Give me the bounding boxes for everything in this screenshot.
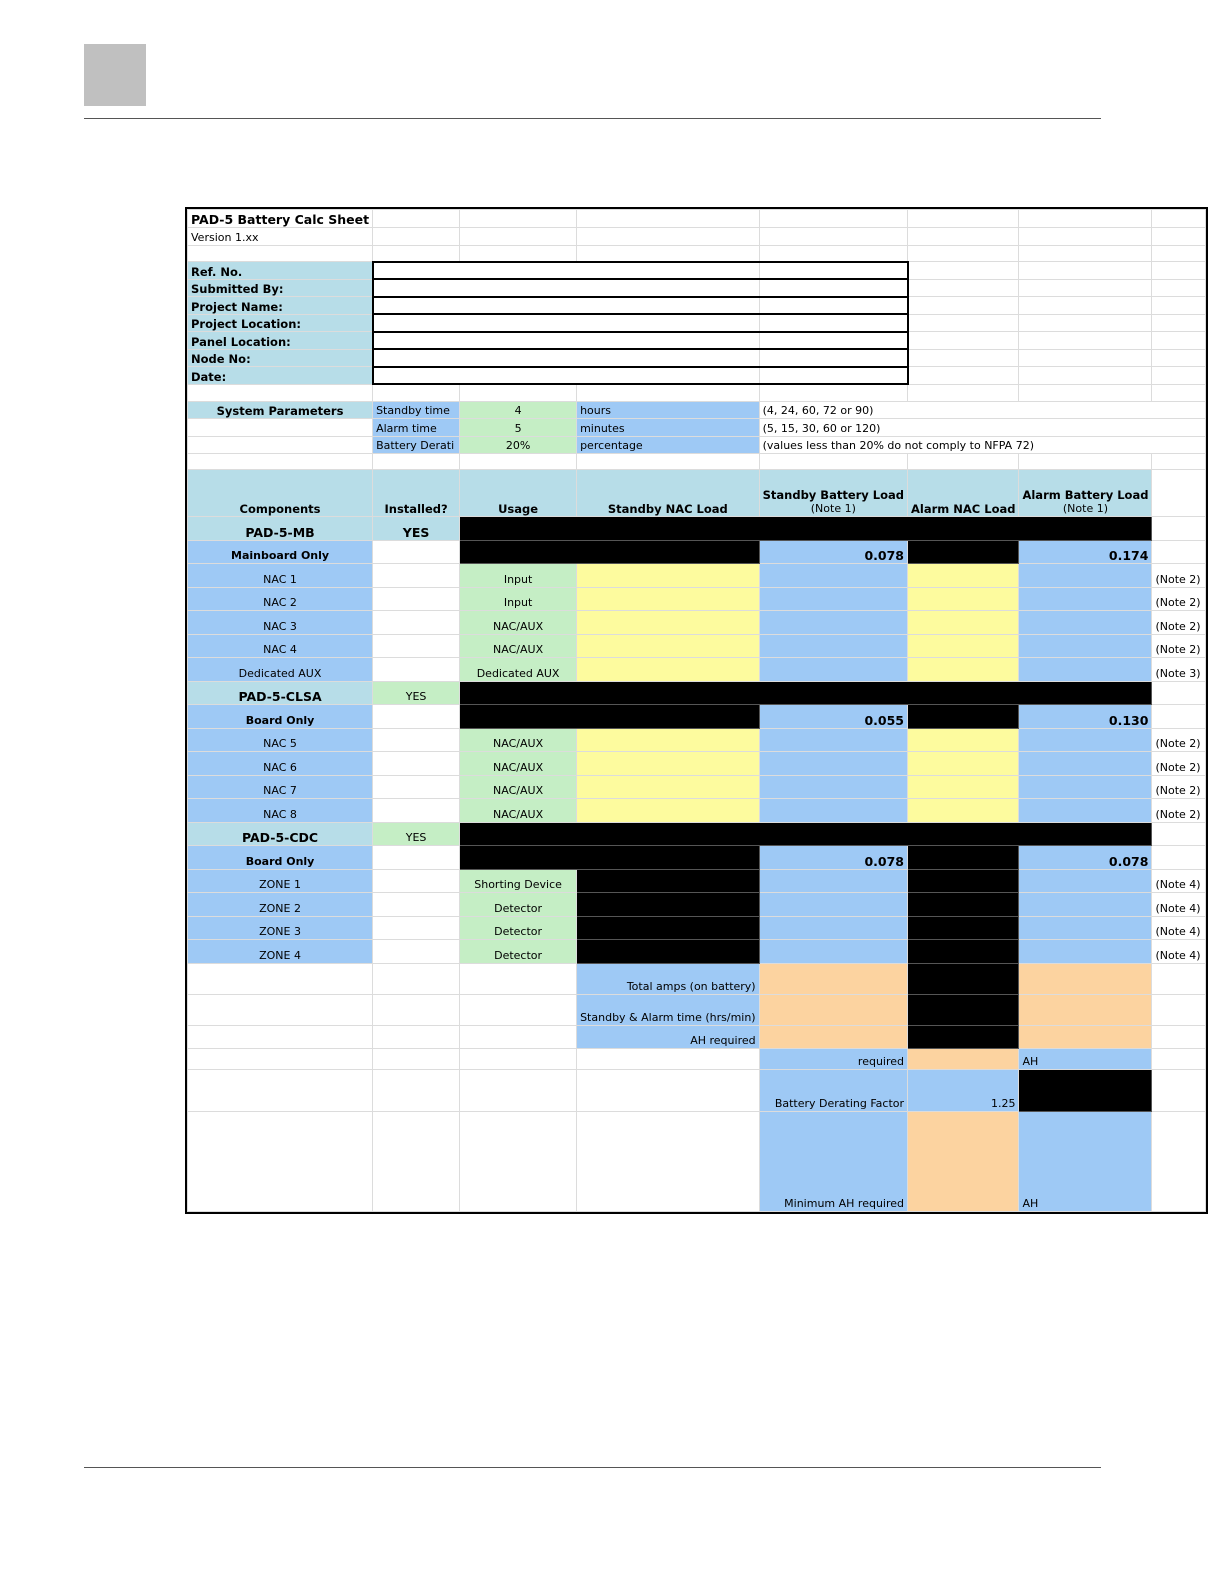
clsa-row-installed[interactable]	[373, 799, 460, 823]
cdc-alarm-value: 0.078	[1019, 846, 1152, 870]
clsa-row-note: (Note 2)	[1152, 728, 1206, 752]
project-location-field[interactable]	[373, 314, 760, 332]
node-no-label: Node No:	[188, 349, 373, 367]
standby-batt-cell	[759, 799, 907, 823]
mb-standby-value: 0.078	[759, 540, 907, 564]
alarm-batt-cell	[1019, 775, 1152, 799]
alarm-nac-cell[interactable]	[908, 564, 1019, 588]
standby-batt-cell	[759, 752, 907, 776]
clsa-row-usage[interactable]: NAC/AUX	[460, 752, 577, 776]
clsa-row-note: (Note 2)	[1152, 775, 1206, 799]
mb-row-note: (Note 2)	[1152, 564, 1206, 588]
derating-factor-label: Battery Derating Factor	[759, 1069, 907, 1111]
derating-factor-value: 1.25	[908, 1069, 1019, 1111]
project-name-field[interactable]	[373, 297, 760, 315]
mb-row-note: (Note 2)	[1152, 634, 1206, 658]
alarm-batt-cell	[1019, 893, 1152, 917]
mb-row-installed[interactable]	[373, 587, 460, 611]
cdc-name: PAD-5-CDC	[188, 822, 373, 846]
min-ah-unit: AH	[1019, 1111, 1152, 1211]
cdc-standby-value: 0.078	[759, 846, 907, 870]
clsa-row-name: NAC 6	[188, 752, 373, 776]
standby-batt-cell	[759, 869, 907, 893]
standby-batt-cell	[759, 658, 907, 682]
mb-row	[188, 587, 1206, 611]
standby-batt-cell	[759, 775, 907, 799]
submitted-by-label: Submitted By:	[188, 279, 373, 297]
standby-nac-cell[interactable]	[577, 634, 760, 658]
mb-row-name: NAC 3	[188, 611, 373, 635]
alarm-time-unit: minutes	[577, 419, 760, 437]
alarm-batt-cell	[1019, 634, 1152, 658]
alarm-batt-cell	[1019, 752, 1152, 776]
clsa-row-note: (Note 2)	[1152, 752, 1206, 776]
clsa-row-installed[interactable]	[373, 775, 460, 799]
cdc-row-usage[interactable]: Shorting Device	[460, 869, 577, 893]
mb-row-usage[interactable]: NAC/AUX	[460, 634, 577, 658]
cdc-row-installed[interactable]	[373, 893, 460, 917]
alarm-batt-cell	[1019, 611, 1152, 635]
standby-nac-cell[interactable]	[577, 728, 760, 752]
standby-battery-note: (Note 1)	[810, 502, 856, 515]
standby-time-label: Standby time	[373, 401, 460, 419]
standby-batt-cell	[759, 916, 907, 940]
cdc-row-installed[interactable]	[373, 940, 460, 964]
mb-row-installed[interactable]	[373, 634, 460, 658]
clsa-name: PAD-5-CLSA	[188, 681, 373, 705]
standby-nac-cell[interactable]	[577, 658, 760, 682]
alarm-time-hint: (5, 15, 30, 60 or 120)	[759, 419, 1206, 437]
mb-row-usage[interactable]: Input	[460, 587, 577, 611]
required-unit: AH	[1019, 1048, 1152, 1069]
min-ah-value	[908, 1111, 1019, 1211]
cdc-row-installed[interactable]	[373, 916, 460, 940]
standby-batt-cell	[759, 728, 907, 752]
components-header: Components	[188, 470, 373, 517]
alarm-nac-cell[interactable]	[908, 611, 1019, 635]
clsa-alarm-value: 0.130	[1019, 705, 1152, 729]
alarm-nac-cell[interactable]	[908, 634, 1019, 658]
alarm-batt-cell	[1019, 658, 1152, 682]
alarm-time-label: Alarm time	[373, 419, 460, 437]
mb-row-note: (Note 2)	[1152, 587, 1206, 611]
usage-header: Usage	[460, 470, 577, 517]
total-amps-alarm	[1019, 963, 1152, 994]
battery-calc-sheet	[185, 207, 1208, 1214]
cdc-row	[188, 869, 1206, 893]
alarm-time-input[interactable]: 5	[460, 419, 577, 437]
battery-derating-hint: (values less than 20% do not comply to NFPA 72)	[759, 436, 1206, 454]
header-gray-box	[84, 44, 146, 106]
total-amps-label: Total amps (on battery)	[577, 963, 760, 994]
standby-batt-cell	[759, 634, 907, 658]
standby-batt-cell	[759, 611, 907, 635]
standby-batt-cell	[759, 587, 907, 611]
alarm-batt-cell	[1019, 564, 1152, 588]
cdc-row-usage[interactable]: Detector	[460, 893, 577, 917]
alarm-batt-cell	[1019, 728, 1152, 752]
standby-nac-cell[interactable]	[577, 611, 760, 635]
standby-time-hint: (4, 24, 60, 72 or 90)	[759, 401, 1206, 419]
calc-grid	[187, 209, 1206, 1212]
battery-derating-input[interactable]: 20%	[460, 436, 577, 454]
alarm-battery-header-text: Alarm Battery Load	[1022, 488, 1149, 502]
alarm-nac-cell[interactable]	[908, 658, 1019, 682]
clsa-row-usage[interactable]: NAC/AUX	[460, 799, 577, 823]
clsa-row	[188, 775, 1206, 799]
clsa-row-name: NAC 8	[188, 799, 373, 823]
alarm-battery-note: (Note 1)	[1062, 502, 1109, 515]
alarm-nac-header: Alarm NAC Load	[908, 470, 1019, 517]
cdc-row-note: (Note 4)	[1152, 869, 1206, 893]
standby-batt-cell	[759, 564, 907, 588]
clsa-row-note: (Note 2)	[1152, 799, 1206, 823]
mb-row-installed[interactable]	[373, 658, 460, 682]
mb-row-note: (Note 2)	[1152, 611, 1206, 635]
alarm-batt-cell	[1019, 916, 1152, 940]
cdc-row-usage[interactable]: Detector	[460, 940, 577, 964]
date-label: Date:	[188, 367, 373, 385]
standby-time-input[interactable]: 4	[460, 401, 577, 419]
standby-alarm-time-label: Standby & Alarm time (hrs/min)	[577, 994, 760, 1025]
mb-row-name: Dedicated AUX	[188, 658, 373, 682]
mb-row-name: NAC 2	[188, 587, 373, 611]
standby-battery-header-text: Standby Battery Load	[762, 488, 905, 502]
system-params-label: System Parameters	[188, 401, 373, 419]
cdc-row-installed[interactable]	[373, 869, 460, 893]
alarm-nac-cell[interactable]	[908, 799, 1019, 823]
cdc-row	[188, 940, 1206, 964]
mb-row-usage[interactable]: NAC/AUX	[460, 611, 577, 635]
clsa-standby-value: 0.055	[759, 705, 907, 729]
clsa-row-usage[interactable]: NAC/AUX	[460, 728, 577, 752]
alarm-time-cell	[1019, 994, 1152, 1025]
mb-row	[188, 658, 1206, 682]
cdc-row-name: ZONE 1	[188, 869, 373, 893]
mb-row-installed[interactable]	[373, 611, 460, 635]
alarm-battery-header	[1019, 470, 1152, 517]
submitted-by-field[interactable]	[373, 279, 760, 297]
mb-row-usage[interactable]: Dedicated AUX	[460, 658, 577, 682]
panel-location-label: Panel Location:	[188, 332, 373, 350]
alarm-nac-cell[interactable]	[908, 587, 1019, 611]
clsa-row	[188, 752, 1206, 776]
cdc-row-name: ZONE 2	[188, 893, 373, 917]
battery-derating-unit: percentage	[577, 436, 760, 454]
standby-nac-cell[interactable]	[577, 587, 760, 611]
cdc-installed[interactable]: YES	[373, 822, 460, 846]
standby-batt-cell	[759, 893, 907, 917]
cdc-row-usage[interactable]: Detector	[460, 916, 577, 940]
clsa-row-name: NAC 7	[188, 775, 373, 799]
standby-nac-cell[interactable]	[577, 775, 760, 799]
standby-nac-cell[interactable]	[577, 564, 760, 588]
cdc-row	[188, 893, 1206, 917]
panel-location-field[interactable]	[373, 332, 760, 350]
mb-row	[188, 611, 1206, 635]
mb-installed[interactable]: YES	[373, 517, 460, 541]
date-field[interactable]	[373, 367, 760, 385]
cdc-row-name: ZONE 4	[188, 940, 373, 964]
project-location-label: Project Location:	[188, 314, 373, 332]
cdc-row-note: (Note 4)	[1152, 893, 1206, 917]
sheet-title: PAD-5 Battery Calc Sheet	[188, 210, 373, 228]
alarm-nac-cell[interactable]	[908, 752, 1019, 776]
clsa-row-name: NAC 5	[188, 728, 373, 752]
clsa-row	[188, 728, 1206, 752]
mb-name: PAD-5-MB	[188, 517, 373, 541]
sheet-version: Version 1.xx	[188, 228, 373, 246]
footer-rule	[84, 1467, 1101, 1468]
ah-required-alarm	[1019, 1025, 1152, 1048]
cdc-board-label: Board Only	[188, 846, 373, 870]
clsa-row-usage[interactable]: NAC/AUX	[460, 775, 577, 799]
installed-header: Installed?	[373, 470, 460, 517]
cdc-row-note: (Note 4)	[1152, 916, 1206, 940]
ah-required-standby	[759, 1025, 907, 1048]
standby-time-cell	[759, 994, 907, 1025]
mb-row-name: NAC 1	[188, 564, 373, 588]
ref-no-label: Ref. No.	[188, 262, 373, 280]
cdc-row-name: ZONE 3	[188, 916, 373, 940]
mb-row	[188, 564, 1206, 588]
mb-board-label: Mainboard Only	[188, 540, 373, 564]
mb-row-usage[interactable]: Input	[460, 564, 577, 588]
mb-row-note: (Note 3)	[1152, 658, 1206, 682]
column-header-row	[188, 470, 1206, 517]
clsa-row	[188, 799, 1206, 823]
min-ah-label: Minimum AH required	[759, 1111, 907, 1211]
clsa-installed[interactable]: YES	[373, 681, 460, 705]
required-label: required	[759, 1048, 907, 1069]
cdc-row-note: (Note 4)	[1152, 940, 1206, 964]
cdc-row	[188, 916, 1206, 940]
alarm-batt-cell	[1019, 869, 1152, 893]
alarm-batt-cell	[1019, 799, 1152, 823]
standby-nac-cell[interactable]	[577, 799, 760, 823]
mb-row-installed[interactable]	[373, 564, 460, 588]
standby-nac-cell[interactable]	[577, 752, 760, 776]
standby-batt-cell	[759, 940, 907, 964]
clsa-board-label: Board Only	[188, 705, 373, 729]
alarm-batt-cell	[1019, 940, 1152, 964]
mb-row	[188, 634, 1206, 658]
required-value	[908, 1048, 1019, 1069]
project-name-label: Project Name:	[188, 297, 373, 315]
alarm-nac-cell[interactable]	[908, 728, 1019, 752]
clsa-row-installed[interactable]	[373, 752, 460, 776]
standby-battery-header	[759, 470, 907, 517]
clsa-row-installed[interactable]	[373, 728, 460, 752]
mb-row-name: NAC 4	[188, 634, 373, 658]
header-rule	[84, 118, 1101, 119]
ah-required-label: AH required	[577, 1025, 760, 1048]
total-amps-standby	[759, 963, 907, 994]
node-no-field[interactable]	[373, 349, 760, 367]
ref-no-field[interactable]	[373, 262, 760, 280]
alarm-batt-cell	[1019, 587, 1152, 611]
battery-derating-label: Battery Derati	[373, 436, 460, 454]
standby-nac-header: Standby NAC Load	[577, 470, 760, 517]
title-row	[188, 210, 1206, 228]
standby-time-unit: hours	[577, 401, 760, 419]
mb-alarm-value: 0.174	[1019, 540, 1152, 564]
alarm-nac-cell[interactable]	[908, 775, 1019, 799]
